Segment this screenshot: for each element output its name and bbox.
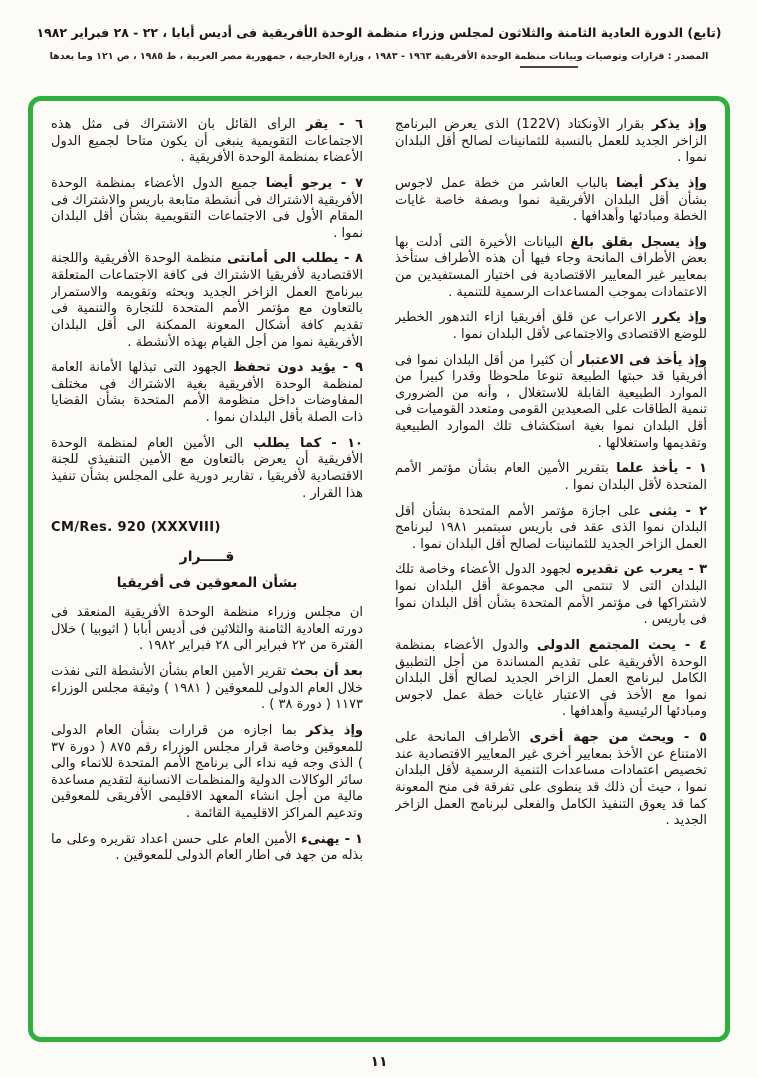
- paragraph-lead: ٢ - يثنى: [648, 503, 707, 519]
- paragraph-text: الى الأمين العام لمنظمة الوحدة الأفريقية أن يعرض بالتعاون مع الأمين التنفيذى للجنة الاقتصادية لأفريقيا ، تقارير دورية على المجلس بشأن تنفيذ هذا القرار .: [51, 435, 363, 501]
- paragraph-lead: وإذ يسجل بقلق بالغ: [570, 234, 707, 250]
- paragraph-text: بالباب العاشر من خطة عمل لاجوس بشأن أقل البلدان الأفريقية نموا وبصفة خاصة غايات الخطة ومبادئها وأهدافها .: [395, 175, 707, 225]
- paragraph-lead: وإذ يكرر: [652, 310, 707, 326]
- paragraph-lead: وإذ يذكر أيضا: [616, 175, 707, 191]
- header-title: (تابع) الدورة العادية الثامنة والثلاثون لمجلس وزراء منظمة الوحدة الأفريقية فى أديس أبابا ، ٢٢ - ٢٨ فبراير ١٩٨٢: [36, 25, 722, 40]
- paragraph: [51, 723, 363, 823]
- paragraph-text: تقرير الأمين العام بشأن الأنشطة التى نفذت خلال العام الدولى للمعوقين ( ١٩٨١ ) وثيقة مجلس الوزراء ١١٧٣ ( دورة ٣٨ ) .: [51, 664, 363, 713]
- paragraph-text: الجهود التى تبذلها الأمانة العامة لمنظمة الوحدة الأفريقية بغية الاشتراك فى مختلف المفاوضات داخل منظومة الأمم المتحدة بشأن القضايا ذات الصلة بأقل البلدان نموا .: [51, 360, 363, 425]
- two-column-layout: [51, 117, 707, 1025]
- paragraph-text: والدول الأعضاء بمنظمة الوحدة الأفريقية على تقديم المساندة من أجل التطبيق الكامل لبرنامج العمل الزاخر الجديد لصالح أقل البلدان نموا مع الأخذ فى الاعتبار غايات خطة عمل لاجوس ومبادئها الرئيسية وأهدافها .: [395, 637, 707, 720]
- paragraph: [395, 638, 707, 721]
- paragraph-text: جميع الدول الأعضاء بمنظمة الوحدة الأفريقية الاشتراك فى أنشطة متابعة باريس والاشتراك فى المقام الأول فى الاجتماعات التقويمية بشأن أقل البلدان نموا .: [51, 175, 363, 241]
- paragraph-lead: ٩ - يؤيد دون تحفظ: [233, 360, 363, 376]
- paragraph: [395, 730, 707, 830]
- paragraph-lead: وإذ يذكر: [306, 722, 363, 738]
- paragraph: [395, 461, 707, 494]
- resolution-title: بشأن المعوقين فى أفريقيا: [116, 575, 298, 592]
- paragraph: [395, 562, 707, 629]
- page-number: ١١: [370, 1054, 388, 1070]
- paragraph-text: الأمين العام على حسن اعداد تقريره وعلى ما بذله من جهد فى اطار العام الدولى للمعوقين .: [51, 831, 363, 864]
- paragraph-text: البيانات الأخيرة التى أدلت بها بعض الأطراف المانحة وجاء فيها أن هذه الأطراف ستأخذ بمعايير غير المعايير الاقتصادية فى اختيار المستفيدين من الاعتمادات بموجب المساعدات الرسمية للتنمية .: [395, 234, 707, 300]
- paragraph-lead: ٧ - يرجو أيضا: [265, 175, 363, 191]
- paragraph-lead: وإذ يأخذ فى الاعتبار: [577, 352, 707, 368]
- paragraph-lead: بعد أن بحث: [290, 664, 363, 679]
- paragraph: [51, 176, 363, 243]
- paragraph: [51, 605, 363, 655]
- paragraph: [51, 360, 363, 427]
- paragraph: [395, 310, 707, 343]
- paragraph-lead: وإذ يذكر: [651, 117, 707, 132]
- paragraph-lead: ٣ - يعرب عن تقديره: [575, 562, 707, 578]
- paragraph: [395, 353, 707, 453]
- paragraph-text: الأطراف المانحة على الامتناع عن الأخذ بمعايير أخرى غير المعايير الاقتصادية عند تخصيص اعتمادات مساعدات التنمية الرسمية لأقل البلدان نموا ، حيث أن ذلك قد ينطوى على تفرقة فى منح المعونة كما قد يعوق التنفيذ الكامل والفعلى لبرنامج العمل الزاخر الجديد .: [395, 730, 707, 829]
- header-underline: [520, 66, 578, 68]
- paragraph-lead: ٦ - يقر: [305, 117, 363, 132]
- paragraph-text: لجهود الدول الأعضاء وخاصة تلك البلدان التى لا تنتمى الى مجموعة أقل البلدان نموا لاشتراكها فى مؤتمر الأمم المتحدة بشأن أقل البلدان نموا فى باريس .: [395, 562, 707, 628]
- paragraph-text: أن كثيرا من أقل البلدان نموا فى أفريقيا قد حبتها الطبيعة تنوعا ملحوظا وقدرا كبيرا من الموارد الطبيعية القابلة للاستغلال ، وأنه من الضرورى تنمية الطاقات على الصعيدين القومى ومتعدد القوميات فى أقل البلدان نموا بغية استكشاف تلك الموارد الطبيعية وتقديمها واستغلالها .: [395, 352, 707, 451]
- paragraph-lead: ٥ - ويحث من جهة أخرى: [529, 730, 707, 745]
- page-header: [0, 0, 758, 68]
- paragraph: [51, 664, 363, 714]
- paragraph-text: الاعراب عن قلق أفريقيا ازاء التدهور الخطير للوضع الاقتصادى والاجتماعى لأقل البلدان نموا .: [395, 310, 707, 342]
- resolution-code: CM/Res. 920 (XXXVIII): [51, 520, 221, 536]
- paragraph: [51, 436, 363, 503]
- paragraph: [395, 235, 707, 302]
- paragraph-lead: ٨ - يطلب الى أمانتى: [227, 251, 363, 267]
- resolution-heading: قـــــرار: [179, 549, 235, 566]
- paragraph: [51, 117, 363, 167]
- paragraph-text: منظمة الوحدة الأفريقية واللجنة الاقتصادية لأفريقيا الاشتراك فى كافة الاجتماعات المتعلقة ببرنامج العمل الزاخر الجديد وبحثه وتقويمه والاستمرار بالتعاون مع مؤتمر الأمم المتحدة للتجارة والتنمية فى تقديم كافة أشكال المعونة الممكنة الى أقل البلدان الأفريقية نموا من أجل القيام بهذه الأنشطة .: [51, 251, 363, 350]
- paragraph-text: بقرار الأونكتاد (122V) الذى يعرض البرنامج الزاخر الجديد للعمل بالنسبة للثمانينات لصالح أقل البلدان نموا .: [395, 117, 707, 166]
- header-source: المصدر : قرارات وتوصيات وبيانات منظمة الوحدة الأفريقية ١٩٦٣ - ١٩٨٣ ، وزارة الخارجية ، جمهورية مصر العربية ، ط ١٩٨٥ ، ص ١٢١ وما بعدها: [49, 50, 709, 62]
- paragraph: [395, 176, 707, 226]
- paragraph-lead: ١ - يهنىء: [300, 831, 363, 847]
- paragraph-lead: ١ - يأخذ علما: [616, 461, 707, 477]
- paragraph-text: بتقرير الأمين العام بشأن مؤتمر الأمم المتحدة لأقل البلدان نموا .: [395, 461, 707, 493]
- page-footer: [0, 1054, 758, 1070]
- paragraph-text: الرأى القائل بأن الاشتراك فى مثل هذه الاجتماعات التقويمية ينبغى أن يكون متاحا لجميع الدول الأعضاء بمنظمة الوحدة الأفريقية .: [51, 117, 363, 166]
- paragraph-text: بما اجازه من قرارات بشأن العام الدولى للمعوقين وخاصة قرار مجلس الوزراء رقم ٨٧٥ ( دورة ٣٧ ) الذى وجه فيه نداء الى برنامج الأمم المتحدة للانماء والى سائر الوكالات الدولية والمنظمات الانسانية لتقديم مساعدة مالية من أجل انشاء المعهد الاقليمى الأفريقى للمعوقين وتدعيم المراكز الاقليمية القائمة .: [51, 722, 363, 821]
- paragraph-text: ان مجلس وزراء منظمة الوحدة الأفريقية المنعقد فى دورته العادية الثامنة والثلاثين فى أديس أبابا ( اثيوبيا ) خلال الفترة من ٢٢ فبراير الى ٢٨ فبراير ١٩٨٢ .: [51, 605, 363, 654]
- paragraph-text: على اجازة مؤتمر الأمم المتحدة بشأن أقل البلدان نموا الذى عقد فى باريس سبتمبر ١٩٨١ لبرنامج العمل الزاخر الجديد للثمانينات لصالح أقل البلدان نموا .: [395, 503, 707, 552]
- paragraph: [395, 117, 707, 167]
- column-right: [395, 117, 707, 1025]
- paragraph-lead: ٤ - يحث المجتمع الدولى: [537, 637, 707, 653]
- paragraph-lead: ١٠ - كما يطلب: [253, 435, 363, 451]
- column-left: [51, 117, 363, 1025]
- content-frame: [28, 96, 730, 1042]
- paragraph: [51, 832, 363, 865]
- paragraph: [51, 251, 363, 351]
- paragraph: [395, 504, 707, 554]
